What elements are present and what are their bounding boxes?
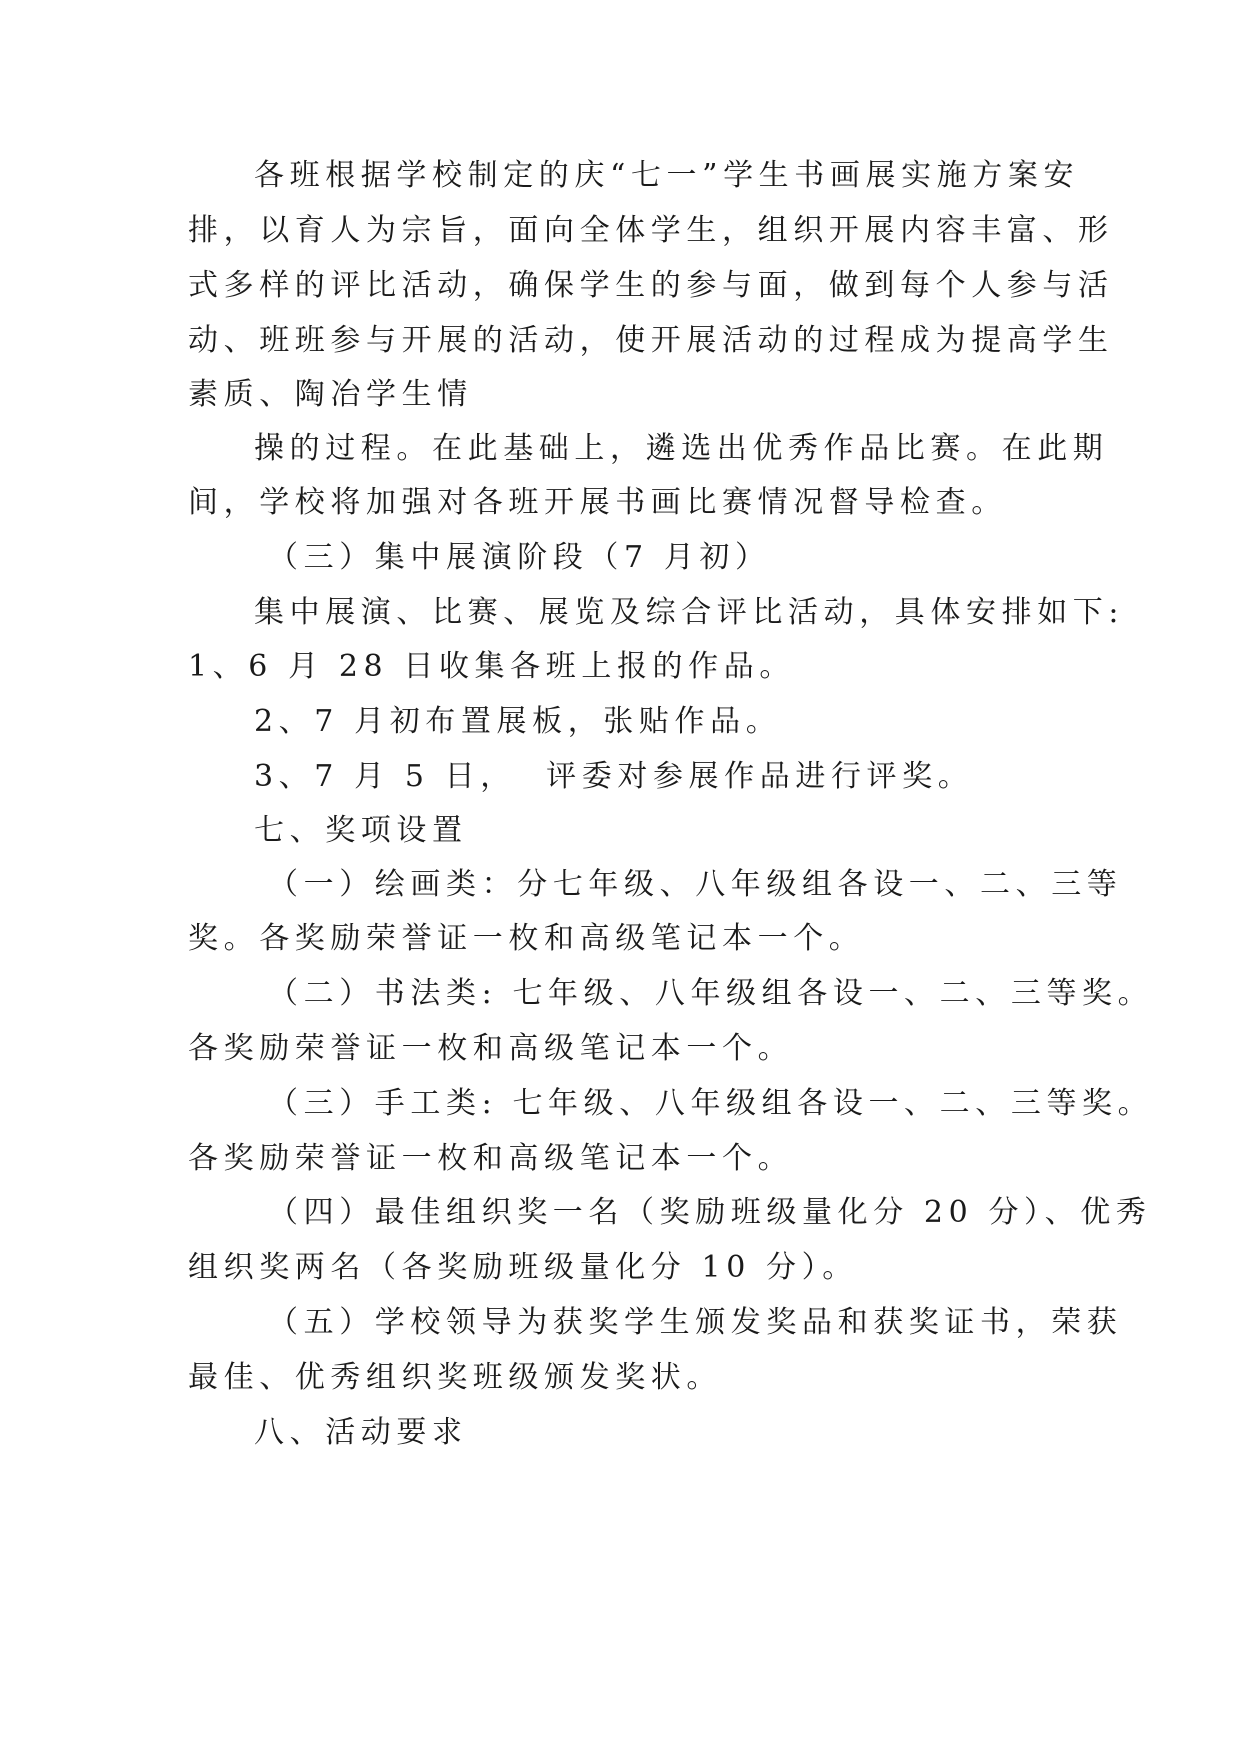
- paragraph-line: （四）最佳组织奖一名（奖励班级量化分 20 分）、优秀: [268, 1195, 1152, 1230]
- section-heading: 七、奖项设置: [254, 813, 468, 848]
- paragraph-line: 排，以育人为宗旨，面向全体学生，组织开展内容丰富、形: [188, 213, 1114, 248]
- paragraph-line: 奖。各奖励荣誉证一枚和高级笔记本一个。: [188, 921, 865, 956]
- paragraph-line: （五）学校领导为获奖学生颁发奖品和获奖证书，荣获: [268, 1305, 1123, 1340]
- paragraph-line: （三）手工类: 七年级、八年级组各设一、二、三等奖。: [268, 1086, 1154, 1121]
- paragraph-line: 动、班班参与开展的活动，使开展活动的过程成为提高学生: [188, 323, 1114, 358]
- paragraph-line: （二）书法类: 七年级、八年级组各设一、二、三等奖。: [268, 976, 1154, 1011]
- paragraph-line: 最佳、优秀组织奖班级颁发奖状。: [188, 1360, 722, 1395]
- section-heading: 八、活动要求: [254, 1415, 468, 1450]
- paragraph-line: 组织奖两名（各奖励班级量化分 10 分）。: [188, 1250, 858, 1285]
- paragraph-line: （一）绘画类：分七年级、八年级组各设一、二、三等: [268, 867, 1123, 902]
- paragraph-line: 各奖励荣誉证一枚和高级笔记本一个。: [188, 1031, 794, 1066]
- list-item: 2、7 月初布置展板，张贴作品。: [254, 704, 782, 739]
- paragraph-line: 间，学校将加强对各班开展书画比赛情况督导检查。: [188, 485, 1007, 520]
- paragraph-line: 操的过程。在此基础上，遴选出优秀作品比赛。在此期: [254, 431, 1109, 466]
- section-heading: （三）集中展演阶段（7 月初）: [268, 540, 771, 575]
- paragraph-line: 集中展演、比赛、展览及综合评比活动，具体安排如下:: [254, 595, 1125, 630]
- list-item: 3、7 月 5 日， 评委对参展作品进行评奖。: [254, 759, 974, 794]
- paragraph-line: 式多样的评比活动，确保学生的参与面，做到每个人参与活: [188, 268, 1114, 303]
- paragraph-line: 素质、陶冶学生情: [188, 377, 473, 412]
- list-item: 1、6 月 28 日收集各班上报的作品。: [188, 649, 795, 684]
- paragraph-line: 各奖励荣誉证一枚和高级笔记本一个。: [188, 1141, 794, 1176]
- paragraph-line: 各班根据学校制定的庆“七一”学生书画展实施方案安: [254, 158, 1080, 193]
